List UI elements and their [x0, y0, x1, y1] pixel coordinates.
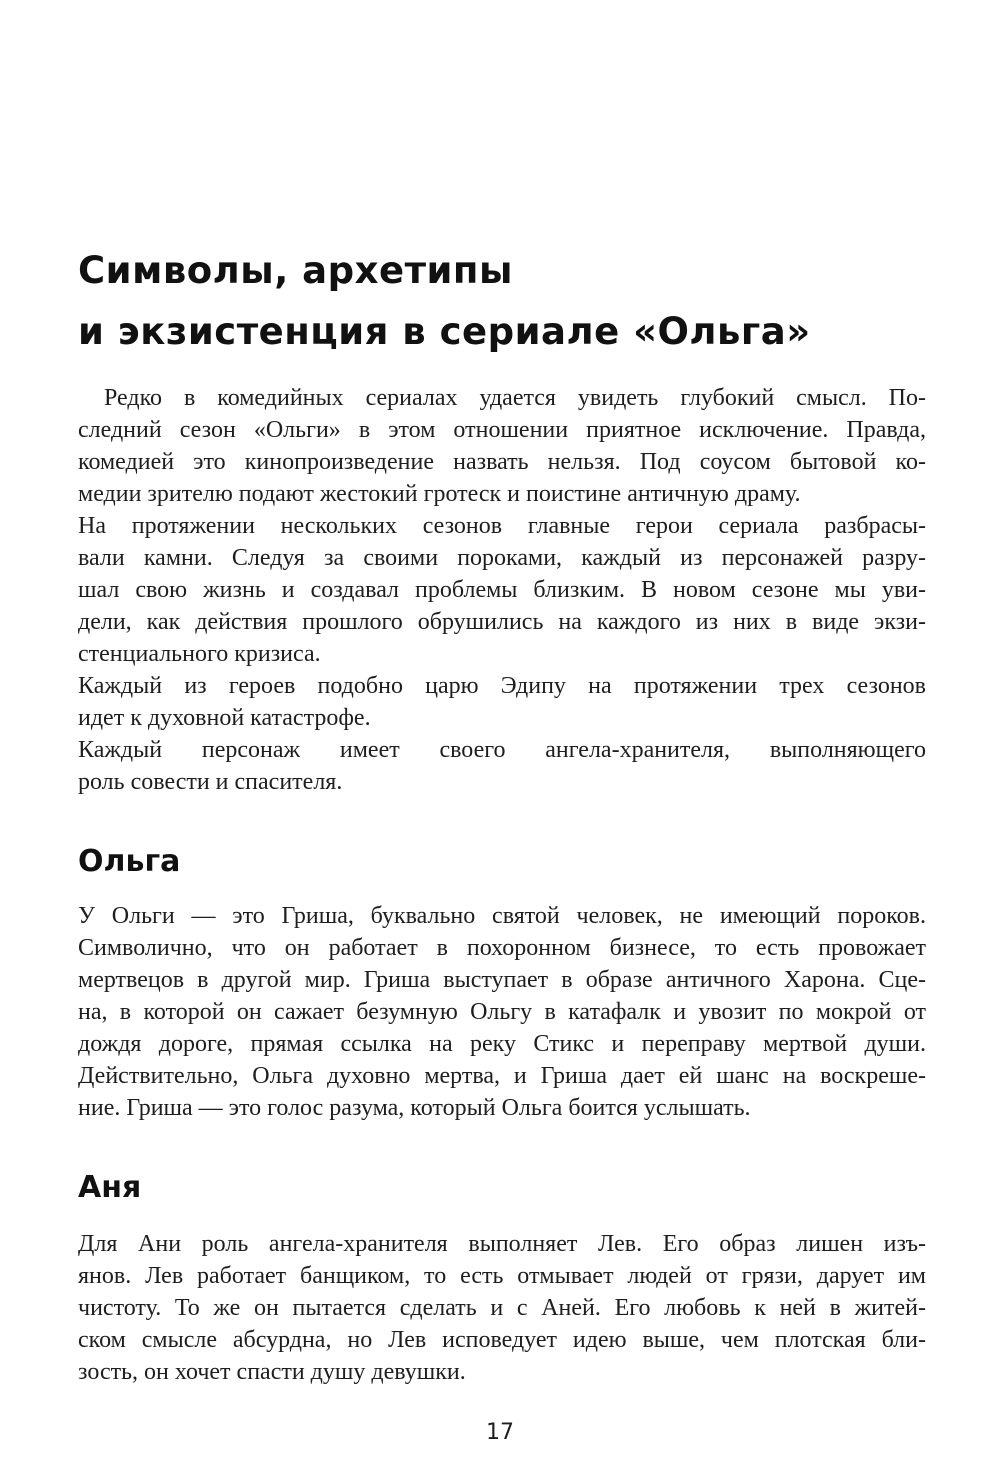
intro-paragraph-3	[78, 670, 926, 734]
text-line: янов. Лев работает банщиком, то есть отмывает людей от грязи, дарует им	[78, 1263, 926, 1289]
text-line: Действительно, Ольга духовно мертва, и Гриша дает ей шанс на воскреше-	[78, 1063, 926, 1089]
text-line: Каждый персонаж имеет своего ангела-хранителя, выполняющего	[78, 737, 926, 763]
text-line: следний сезон «Ольги» в этом отношении приятное исключение. Правда,	[78, 417, 926, 443]
text-line: Редко в комедийных сериалах удается увидеть глубокий смысл. По-	[104, 385, 926, 411]
section-heading-anya: Аня	[78, 1170, 142, 1205]
anya-paragraph	[78, 1228, 926, 1388]
text-line: дождя дороге, прямая ссылка на реку Стикс и переправу мертвой души.	[78, 1031, 926, 1057]
text-line: На протяжении нескольких сезонов главные герои сериала разбрасы-	[78, 513, 926, 539]
text-line: вали камни. Следуя за своими пороками, каждый из персонажей разру-	[78, 545, 926, 571]
chapter-title	[78, 240, 938, 362]
section-heading-olga: Ольга	[78, 844, 181, 879]
text-line: зость, он хочет спасти душу девушки.	[78, 1359, 466, 1385]
text-line: У Ольги — это Гриша, буквально святой человек, не имеющий пороков.	[78, 903, 926, 929]
text-line: дели, как действия прошлого обрушились на каждого из них в виде экзи-	[78, 609, 926, 635]
text-line: мертвецов в другой мир. Гриша выступает в образе античного Харона. Сце-	[78, 967, 926, 993]
text-line: Для Ани роль ангела-хранителя выполняет Лев. Его образ лишен изъ-	[78, 1231, 926, 1257]
text-line: Каждый из героев подобно царю Эдипу на протяжении трех сезонов	[78, 673, 926, 699]
intro-paragraph-1	[78, 382, 926, 510]
intro-paragraph-2	[78, 510, 926, 670]
text-line: идет к духовной катастрофе.	[78, 705, 371, 731]
intro-paragraph-4	[78, 734, 926, 798]
text-line: на, в которой он сажает безумную Ольгу в катафалк и увозит по мокрой от	[78, 999, 926, 1025]
text-line: Символично, что он работает в похоронном бизнесе, то есть провожает	[78, 935, 926, 961]
text-line: медии зрителю подают жестокий гротеск и поистине античную драму.	[78, 481, 801, 507]
text-line: комедией это кинопроизведение назвать нельзя. Под соусом бытовой ко-	[78, 449, 926, 475]
text-line: стенциального кризиса.	[78, 641, 321, 667]
text-line: чистоту. То же он пытается сделать и с Аней. Его любовь к ней в житей-	[78, 1295, 926, 1321]
text-line: ние. Гриша — это голос разума, который Ольга боится услышать.	[78, 1095, 751, 1121]
page-number: 17	[486, 1420, 514, 1445]
chapter-title-line-1: Символы, архетипы	[78, 249, 513, 292]
text-line: шал свою жизнь и создавал проблемы близким. В новом сезоне мы уви-	[78, 577, 926, 603]
chapter-title-line-2: и экзистенция в сериале «Ольга»	[78, 310, 811, 353]
text-line: роль совести и спасителя.	[78, 769, 343, 795]
olga-paragraph	[78, 900, 926, 1124]
text-line: ском смысле абсурдна, но Лев исповедует идею выше, чем плотская бли-	[78, 1327, 926, 1353]
